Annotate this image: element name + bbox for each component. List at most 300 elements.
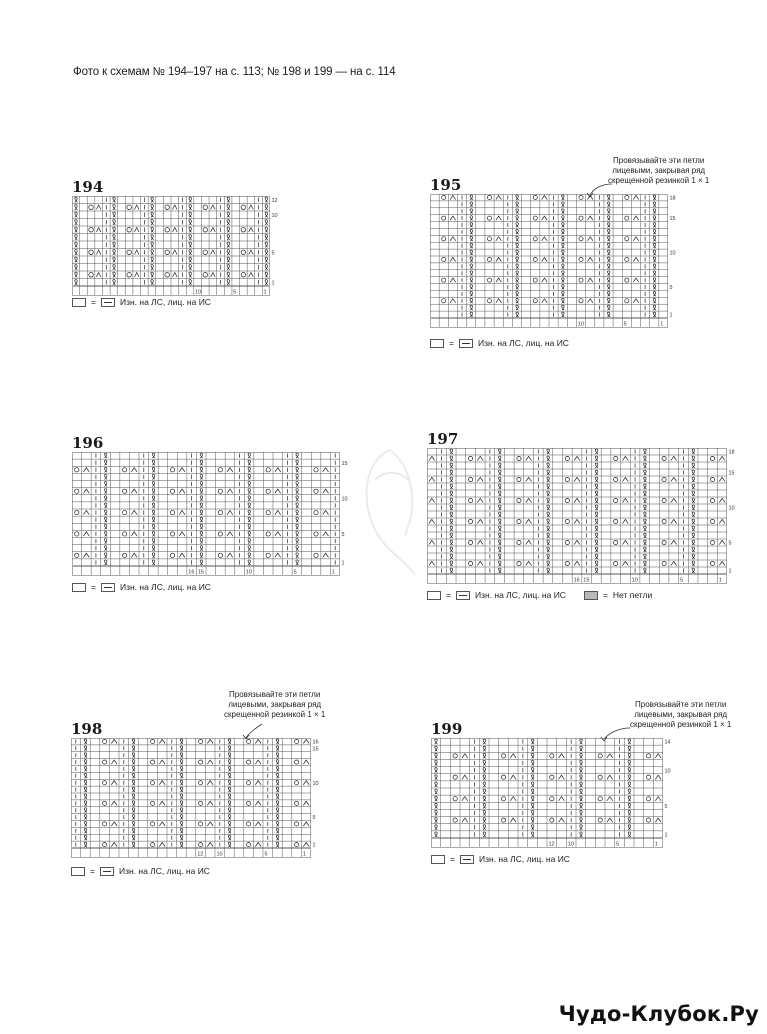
twisted-stitch-mark [531, 832, 534, 837]
twisted-stitch-mark [248, 560, 251, 565]
decrease-mark [275, 489, 281, 493]
legend-equals: = [450, 854, 455, 864]
twisted-stitch-mark [516, 291, 519, 296]
twisted-stitch-mark [653, 195, 656, 200]
yarn-over-mark [550, 818, 554, 822]
twisted-stitch-mark [499, 470, 502, 475]
decrease-mark [510, 818, 516, 822]
twisted-stitch-mark [75, 242, 78, 247]
note-line: лицевыми, закрывая ряд [612, 166, 706, 175]
decrease-mark [633, 216, 638, 220]
yarn-over-mark [487, 299, 491, 303]
row-label: 10 [312, 780, 319, 787]
twisted-stitch-mark [483, 761, 486, 766]
legend-text: Изн. на ЛС, лиц. на ИС [119, 582, 211, 592]
twisted-stitch-mark [75, 235, 78, 240]
decrease-mark [477, 519, 483, 523]
twisted-stitch-mark [248, 517, 251, 522]
decrease-mark [179, 489, 185, 493]
twisted-stitch-mark [531, 753, 534, 758]
twisted-stitch-mark [499, 540, 502, 545]
twisted-stitch-mark [227, 257, 230, 262]
twisted-stitch-mark [483, 832, 486, 837]
decrease-mark [450, 216, 455, 220]
yarn-over-mark [442, 299, 446, 303]
yarn-over-mark [579, 299, 583, 303]
twisted-stitch-mark [75, 220, 78, 225]
twisted-stitch-mark [499, 505, 502, 510]
site-watermark: Чудо-Клубок.Ру [558, 1002, 759, 1026]
twisted-stitch-mark [562, 223, 565, 228]
twisted-stitch-mark [180, 794, 183, 799]
legend-text: Изн. на ЛС, лиц. на ИС [477, 338, 569, 348]
twisted-stitch-mark [547, 547, 550, 552]
decrease-mark [462, 818, 468, 822]
twisted-stitch-mark [265, 242, 268, 247]
row-label: 16 [312, 739, 319, 746]
twisted-stitch-mark [104, 467, 107, 472]
twisted-stitch-mark [248, 474, 251, 479]
chart-195-grid [430, 194, 680, 328]
twisted-stitch-mark [692, 568, 695, 573]
twisted-stitch-mark [151, 220, 154, 225]
twisted-stitch-mark [265, 227, 268, 232]
yarn-over-mark [314, 553, 318, 557]
twisted-stitch-mark [562, 243, 565, 248]
yarn-over-mark [487, 216, 491, 220]
yarn-over-mark [103, 801, 107, 805]
col-label: 1 [718, 577, 722, 584]
twisted-stitch-mark [607, 236, 610, 241]
twisted-stitch-mark [200, 489, 203, 494]
col-label: 16 [573, 577, 580, 584]
twisted-stitch-mark [653, 278, 656, 283]
twisted-stitch-mark [692, 540, 695, 545]
twisted-stitch-mark [483, 796, 486, 801]
yarn-over-mark [517, 498, 521, 502]
yarn-over-mark [165, 250, 170, 255]
yarn-over-mark [710, 477, 714, 481]
twisted-stitch-mark [547, 449, 550, 454]
decrease-mark [83, 553, 89, 557]
yarn-over-mark [579, 237, 583, 241]
twisted-stitch-mark [276, 828, 279, 833]
decrease-mark [477, 498, 483, 502]
col-label: 1 [331, 569, 335, 576]
decrease-mark [134, 250, 139, 255]
decrease-mark [207, 801, 213, 805]
decrease-mark [96, 205, 101, 210]
twisted-stitch-mark [644, 554, 647, 559]
yarn-over-mark [579, 257, 583, 261]
yarn-over-mark [625, 237, 629, 241]
twisted-stitch-mark [692, 526, 695, 531]
yarn-over-mark [199, 760, 203, 764]
twisted-stitch-mark [265, 235, 268, 240]
twisted-stitch-mark [607, 229, 610, 234]
twisted-stitch-mark [653, 257, 656, 262]
decrease-mark [173, 228, 178, 233]
yarn-over-mark [487, 237, 491, 241]
twisted-stitch-mark [450, 491, 453, 496]
twisted-stitch-mark [644, 491, 647, 496]
chart-195-legend [430, 338, 569, 348]
twisted-stitch-mark [450, 526, 453, 531]
yarn-over-mark [614, 519, 618, 523]
decrease-mark [462, 775, 468, 779]
twisted-stitch-mark [132, 822, 135, 827]
twisted-stitch-mark [595, 526, 598, 531]
twisted-stitch-mark [531, 782, 534, 787]
chart-number: 198 [71, 720, 103, 738]
yarn-over-mark [241, 205, 246, 210]
yarn-over-mark [75, 532, 79, 536]
twisted-stitch-mark [435, 789, 438, 794]
twisted-stitch-mark [628, 832, 631, 837]
decrease-mark [607, 754, 613, 758]
decrease-mark [622, 561, 628, 565]
decrease-mark [323, 532, 329, 536]
twisted-stitch-mark [531, 739, 534, 744]
twisted-stitch-mark [200, 482, 203, 487]
row-label: 10 [669, 250, 676, 257]
twisted-stitch-mark [547, 561, 550, 566]
decrease-mark [607, 818, 613, 822]
decrease-mark [131, 468, 137, 472]
twisted-stitch-mark [276, 760, 279, 765]
yarn-over-mark [662, 456, 666, 460]
decrease-mark [671, 519, 677, 523]
twisted-stitch-mark [607, 202, 610, 207]
knit-swatch-icon [430, 339, 444, 348]
twisted-stitch-mark [562, 216, 565, 221]
twisted-stitch-mark [692, 561, 695, 566]
decrease-mark [496, 278, 501, 282]
col-label: 1 [654, 841, 658, 848]
yarn-over-mark [453, 754, 457, 758]
twisted-stitch-mark [450, 554, 453, 559]
yarn-over-mark [89, 228, 94, 233]
yarn-over-mark [501, 775, 505, 779]
twisted-stitch-mark [499, 477, 502, 482]
decrease-mark [96, 228, 101, 233]
twisted-stitch-mark [653, 223, 656, 228]
decrease-mark [159, 781, 165, 785]
twisted-stitch-mark [499, 449, 502, 454]
twisted-stitch-mark [435, 775, 438, 780]
twisted-stitch-mark [132, 767, 135, 772]
decrease-mark [275, 532, 281, 536]
twisted-stitch-mark [113, 250, 116, 255]
row-label: 5 [728, 540, 732, 547]
decrease-mark [633, 278, 638, 282]
twisted-stitch-mark [296, 539, 299, 544]
yarn-over-mark [127, 250, 132, 255]
twisted-stitch-mark [628, 753, 631, 758]
yarn-over-mark [565, 477, 569, 481]
twisted-stitch-mark [113, 197, 116, 202]
col-label: 5 [264, 851, 268, 858]
twisted-stitch-mark [435, 768, 438, 773]
yarn-over-mark [218, 532, 222, 536]
yarn-over-mark [501, 797, 505, 801]
chart-194-legend [72, 297, 211, 307]
col-label: 10 [567, 841, 574, 848]
knit-swatch-icon [427, 591, 441, 600]
twisted-stitch-mark [547, 519, 550, 524]
twisted-stitch-mark [562, 250, 565, 255]
yarn-over-mark [241, 250, 246, 255]
twisted-stitch-mark [435, 825, 438, 830]
decrease-mark [450, 257, 455, 261]
twisted-stitch-mark [189, 220, 192, 225]
yarn-over-mark [127, 273, 132, 278]
decrease-mark [131, 489, 137, 493]
twisted-stitch-mark [152, 453, 155, 458]
decrease-mark [275, 510, 281, 514]
yarn-over-mark [598, 818, 602, 822]
twisted-stitch-mark [276, 787, 279, 792]
twisted-stitch-mark [516, 216, 519, 221]
twisted-stitch-mark [607, 257, 610, 262]
twisted-stitch-mark [113, 265, 116, 270]
yarn-over-mark [218, 468, 222, 472]
yarn-over-mark [165, 205, 170, 210]
twisted-stitch-mark [227, 220, 230, 225]
twisted-stitch-mark [607, 216, 610, 221]
twisted-stitch-mark [104, 482, 107, 487]
twisted-stitch-mark [84, 815, 87, 820]
twisted-stitch-mark [547, 568, 550, 573]
yarn-over-mark [127, 228, 132, 233]
decrease-mark [510, 775, 516, 779]
twisted-stitch-mark [180, 822, 183, 827]
legend-equals: = [91, 297, 96, 307]
twisted-stitch-mark [470, 291, 473, 296]
twisted-stitch-mark [653, 291, 656, 296]
yarn-over-mark [266, 532, 270, 536]
yarn-over-mark [487, 257, 491, 261]
twisted-stitch-mark [653, 312, 656, 317]
twisted-stitch-mark [435, 818, 438, 823]
note-line: скрещенной резинкой 1 × 1 [608, 176, 710, 185]
twisted-stitch-mark [499, 463, 502, 468]
yarn-over-mark [123, 510, 127, 514]
chart-number: 197 [427, 430, 459, 448]
twisted-stitch-mark [483, 811, 486, 816]
note-line: скрещенной резинкой 1 × 1 [630, 720, 732, 729]
decrease-mark [526, 561, 532, 565]
col-label: 5 [233, 289, 237, 296]
decrease-mark [211, 273, 216, 278]
twisted-stitch-mark [595, 547, 598, 552]
twisted-stitch-mark [265, 280, 268, 285]
decrease-mark [173, 250, 178, 255]
twisted-stitch-mark [692, 533, 695, 538]
decrease-mark [255, 801, 261, 805]
twisted-stitch-mark [628, 761, 631, 766]
yarn-over-mark [266, 510, 270, 514]
twisted-stitch-mark [296, 489, 299, 494]
twisted-stitch-mark [516, 202, 519, 207]
twisted-stitch-mark [104, 474, 107, 479]
twisted-stitch-mark [228, 801, 231, 806]
twisted-stitch-mark [450, 470, 453, 475]
twisted-stitch-mark [470, 216, 473, 221]
twisted-stitch-mark [200, 474, 203, 479]
decrease-mark [526, 456, 532, 460]
twisted-stitch-mark [152, 482, 155, 487]
yarn-over-mark [565, 456, 569, 460]
twisted-stitch-mark [531, 775, 534, 780]
col-label: 10 [631, 577, 638, 584]
note-line: лицевыми, закрывая ряд [228, 700, 322, 709]
no-stitch-swatch-icon [584, 591, 598, 600]
col-label: 15 [197, 569, 204, 576]
yarn-over-mark [247, 760, 251, 764]
twisted-stitch-mark [562, 229, 565, 234]
yarn-over-mark [123, 489, 127, 493]
twisted-stitch-mark [113, 212, 116, 217]
twisted-stitch-mark [644, 526, 647, 531]
yarn-over-mark [199, 781, 203, 785]
twisted-stitch-mark [265, 272, 268, 277]
twisted-stitch-mark [644, 519, 647, 524]
row-label: 15 [312, 746, 319, 753]
twisted-stitch-mark [296, 467, 299, 472]
col-label: 1 [660, 321, 664, 328]
decrease-mark [179, 510, 185, 514]
row-label: 5 [664, 804, 668, 810]
decrease-mark [496, 195, 501, 199]
decrease-mark [559, 754, 565, 758]
twisted-stitch-mark [483, 825, 486, 830]
twisted-stitch-mark [644, 449, 647, 454]
col-label: 12 [197, 851, 204, 858]
twisted-stitch-mark [450, 540, 453, 545]
twisted-stitch-mark [227, 235, 230, 240]
twisted-stitch-mark [75, 280, 78, 285]
decrease-mark [323, 489, 329, 493]
decrease-mark [83, 468, 89, 472]
twisted-stitch-mark [228, 787, 231, 792]
yarn-over-mark [517, 456, 521, 460]
yarn-over-mark [170, 468, 174, 472]
twisted-stitch-mark [595, 561, 598, 566]
twisted-stitch-mark [152, 496, 155, 501]
twisted-stitch-mark [547, 484, 550, 489]
decrease-mark [719, 540, 725, 544]
twisted-stitch-mark [104, 453, 107, 458]
yarn-over-mark [103, 739, 107, 743]
decrease-mark [159, 822, 165, 826]
yarn-over-mark [710, 540, 714, 544]
twisted-stitch-mark [248, 482, 251, 487]
twisted-stitch-mark [84, 780, 87, 785]
decrease-mark [159, 739, 165, 743]
yarn-over-mark [565, 498, 569, 502]
twisted-stitch-mark [692, 491, 695, 496]
row-label: 1 [728, 568, 732, 575]
yarn-over-mark [625, 216, 629, 220]
twisted-stitch-mark [595, 533, 598, 538]
twisted-stitch-mark [450, 456, 453, 461]
twisted-stitch-mark [75, 212, 78, 217]
twisted-stitch-mark [562, 305, 565, 310]
yarn-over-mark [579, 278, 583, 282]
twisted-stitch-mark [228, 842, 231, 847]
twisted-stitch-mark [499, 554, 502, 559]
twisted-stitch-mark [228, 835, 231, 840]
twisted-stitch-mark [499, 456, 502, 461]
yarn-over-mark [295, 801, 299, 805]
twisted-stitch-mark [516, 243, 519, 248]
twisted-stitch-mark [499, 533, 502, 538]
yarn-over-mark [517, 561, 521, 565]
yarn-over-mark [295, 843, 299, 847]
twisted-stitch-mark [113, 257, 116, 262]
twisted-stitch-mark [450, 568, 453, 573]
purl-swatch-icon [101, 298, 115, 307]
twisted-stitch-mark [132, 746, 135, 751]
decrease-mark [111, 739, 117, 743]
twisted-stitch-mark [499, 547, 502, 552]
twisted-stitch-mark [200, 531, 203, 536]
twisted-stitch-mark [692, 505, 695, 510]
decrease-mark [131, 553, 137, 557]
decrease-mark [542, 299, 547, 303]
chart-194-grid [72, 196, 282, 296]
twisted-stitch-mark [180, 801, 183, 806]
decrease-mark [303, 822, 309, 826]
twisted-stitch-mark [248, 489, 251, 494]
decrease-mark [542, 257, 547, 261]
twisted-stitch-mark [547, 491, 550, 496]
decrease-mark [207, 843, 213, 847]
twisted-stitch-mark [644, 533, 647, 538]
twisted-stitch-mark [189, 265, 192, 270]
twisted-stitch-mark [75, 272, 78, 277]
twisted-stitch-mark [547, 540, 550, 545]
twisted-stitch-mark [470, 250, 473, 255]
col-label: 1 [263, 289, 267, 296]
twisted-stitch-mark [189, 197, 192, 202]
twisted-stitch-mark [595, 484, 598, 489]
twisted-stitch-mark [228, 739, 231, 744]
yarn-over-mark [314, 489, 318, 493]
yarn-over-mark [103, 760, 107, 764]
twisted-stitch-mark [628, 768, 631, 773]
twisted-stitch-mark [562, 202, 565, 207]
decrease-mark [323, 468, 329, 472]
twisted-stitch-mark [580, 775, 583, 780]
yarn-over-mark [127, 205, 132, 210]
decrease-mark [622, 477, 628, 481]
twisted-stitch-mark [483, 746, 486, 751]
purl-swatch-icon [460, 855, 474, 864]
twisted-stitch-mark [547, 498, 550, 503]
twisted-stitch-mark [499, 561, 502, 566]
twisted-stitch-mark [265, 257, 268, 262]
twisted-stitch-mark [180, 815, 183, 820]
yarn-over-mark [598, 797, 602, 801]
twisted-stitch-mark [470, 243, 473, 248]
twisted-stitch-mark [595, 512, 598, 517]
decrease-mark [622, 456, 628, 460]
twisted-stitch-mark [104, 460, 107, 465]
yarn-over-mark [266, 553, 270, 557]
decrease-mark [303, 739, 309, 743]
